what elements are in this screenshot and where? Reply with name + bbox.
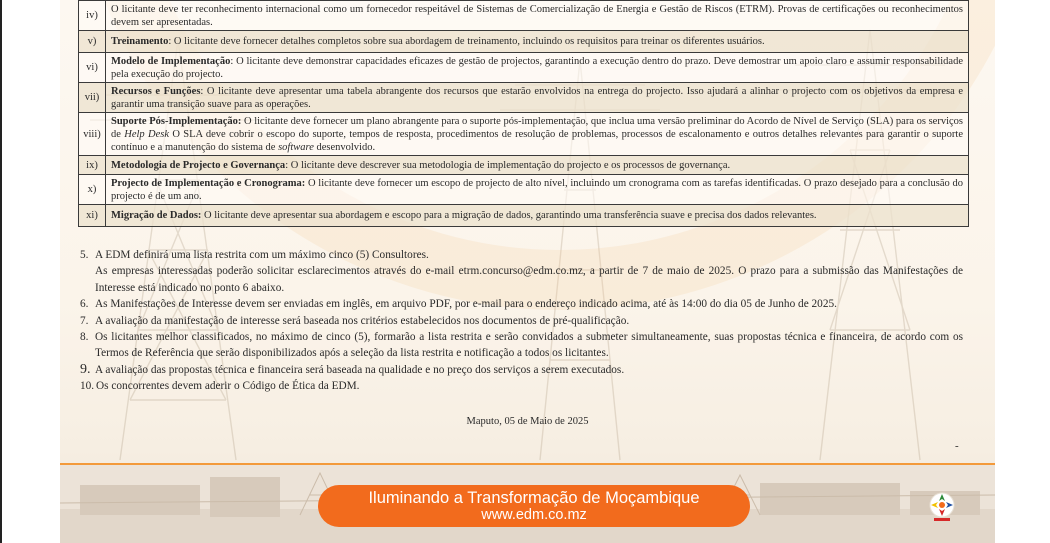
list-item-text: Os concorrentes devem aderir o Código de Ética da EDM. <box>96 380 360 393</box>
row-text: Recursos e Funções: O licitante deve apresentar uma tabela abrangente dos recursos que estarão envolvidos na entrega do projecto. Isso ajudará a alinhar o projecto com os objetivos da empresa e garantir uma transição suave para as operações. <box>106 83 969 113</box>
row-text: Modelo de Implementação: O licitante deve demonstrar capacidades eficazes de gestão de projectos, garantindo a execução dentro do prazo. Deve demostrar um apoio claro e assumir responsabilidade pela execução do projecto. <box>106 53 969 83</box>
row-text: Projecto de Implementação e Cronograma: O licitante deve fornecer um escopo de projecto de alto nível, incluindo um cronograma com as tarefas identificadas. O prazo desejado para a conclusão do projecto é de um ano. <box>106 175 969 205</box>
edm-logo-icon <box>927 491 957 523</box>
list-item <box>80 329 963 362</box>
list-item-number: 5. <box>80 249 89 261</box>
list-item <box>80 313 963 329</box>
row-number: viii) <box>79 113 106 156</box>
slogan-banner <box>318 485 750 527</box>
list-item-number: 6. <box>80 298 89 311</box>
list-item <box>80 362 963 378</box>
table-row <box>79 1 969 31</box>
table-row <box>79 113 969 156</box>
table-row <box>79 83 969 113</box>
dash-mark: - <box>955 440 959 452</box>
table-row <box>79 156 969 175</box>
numbered-list <box>80 247 963 395</box>
list-item-number: 8. <box>80 331 89 344</box>
row-number: xi) <box>79 205 106 227</box>
list-item-number: 7. <box>80 314 89 327</box>
row-number: v) <box>79 31 106 53</box>
row-text: Suporte Pós-Implementação: O licitante deve fornecer um plano abrangente para o suporte pós-implementação, que inclua uma versão preliminar do Acordo de Nível de Serviço (SLA) para os serviços de Help Desk O SLA deve cobrir o escopo do suporte, tempos de resposta, procedimentos de resolução de problemas, processos de escalonamento e outros detalhes relevantes para garantir o suporte contínuo e a manutenção do sistema de software desenvolvido. <box>106 113 969 156</box>
list-item-text: A EDM definirá uma lista restrita com um máximo cinco (5) Consultores. As empresas interessadas poderão solicitar esclarecimentos através do e-mail etrm.concurso@edm.co.mz, a partir de 7 de maio de 2025. O prazo para a submissão das Manifestações de Interesse está indicado no ponto 6 abaixo. <box>95 249 963 294</box>
list-item-text: Os licitantes melhor classificados, no máximo de cinco (5), formarão a lista restrita e serão convidados a submeter simultaneamente, suas propostas técnica e financeira, de acordo com os Termos de Referência que serão disponibilizados após a seleção da lista restrita e notificação a todos os licitantes. <box>95 331 963 360</box>
row-number: x) <box>79 175 106 205</box>
banner-website: www.edm.co.mz <box>481 507 587 523</box>
list-item-text: A avaliação das propostas técnica e financeira será baseada na qualidade e no preço dos serviços a serem executados. <box>95 363 625 376</box>
list-item-text: A avaliação da manifestação de interesse será baseada nos critérios estabelecidos nos documentos de pré-qualificação. <box>95 314 630 327</box>
list-item <box>80 378 963 394</box>
list-item-number: 9. <box>80 361 91 377</box>
row-text: Treinamento: O licitante deve fornecer detalhes completos sobre sua abordagem de treinamento, incluindo os requisitos para treinar os diferentes usuários. <box>106 31 969 53</box>
row-number: vii) <box>79 83 106 113</box>
row-text: O licitante deve ter reconhecimento internacional como um fornecedor respeitável de Sistemas de Comercialização de Energia e Gestão de Riscos (ETRM). Provas de certificações ou reconhecimentos devem ser apresentadas. <box>106 1 969 31</box>
row-number: ix) <box>79 156 106 175</box>
place-and-date: Maputo, 05 de Maio de 2025 <box>466 416 589 427</box>
document-page <box>60 0 995 543</box>
table-row <box>79 205 969 227</box>
table-row <box>79 53 969 83</box>
row-number: vi) <box>79 53 106 83</box>
list-item <box>80 296 963 312</box>
list-item <box>80 247 963 296</box>
banner-slogan: Iluminando a Transformação de Moçambique <box>368 489 700 507</box>
list-item-text: As Manifestações de Interesse devem ser enviadas em inglês, em arquivo PDF, por e-mail para o endereço indicado acima, até às 14:00 do dia 05 de Junho de 2025. <box>95 298 837 311</box>
table-row <box>79 31 969 53</box>
page-edge <box>0 0 2 543</box>
list-item-number: 10. <box>80 380 95 393</box>
row-number: iv) <box>79 1 106 31</box>
criteria-table <box>78 0 969 227</box>
row-text: Metodologia de Projecto e Governança: O licitante deve descrever sua metodologia de implementação do projecto e os processos de governança. <box>106 156 969 175</box>
row-text: Migração de Dados: O licitante deve apresentar sua abordagem e escopo para a migração de dados, garantindo uma transferência suave e precisa dos dados relevantes. <box>106 205 969 227</box>
table-row <box>79 175 969 205</box>
